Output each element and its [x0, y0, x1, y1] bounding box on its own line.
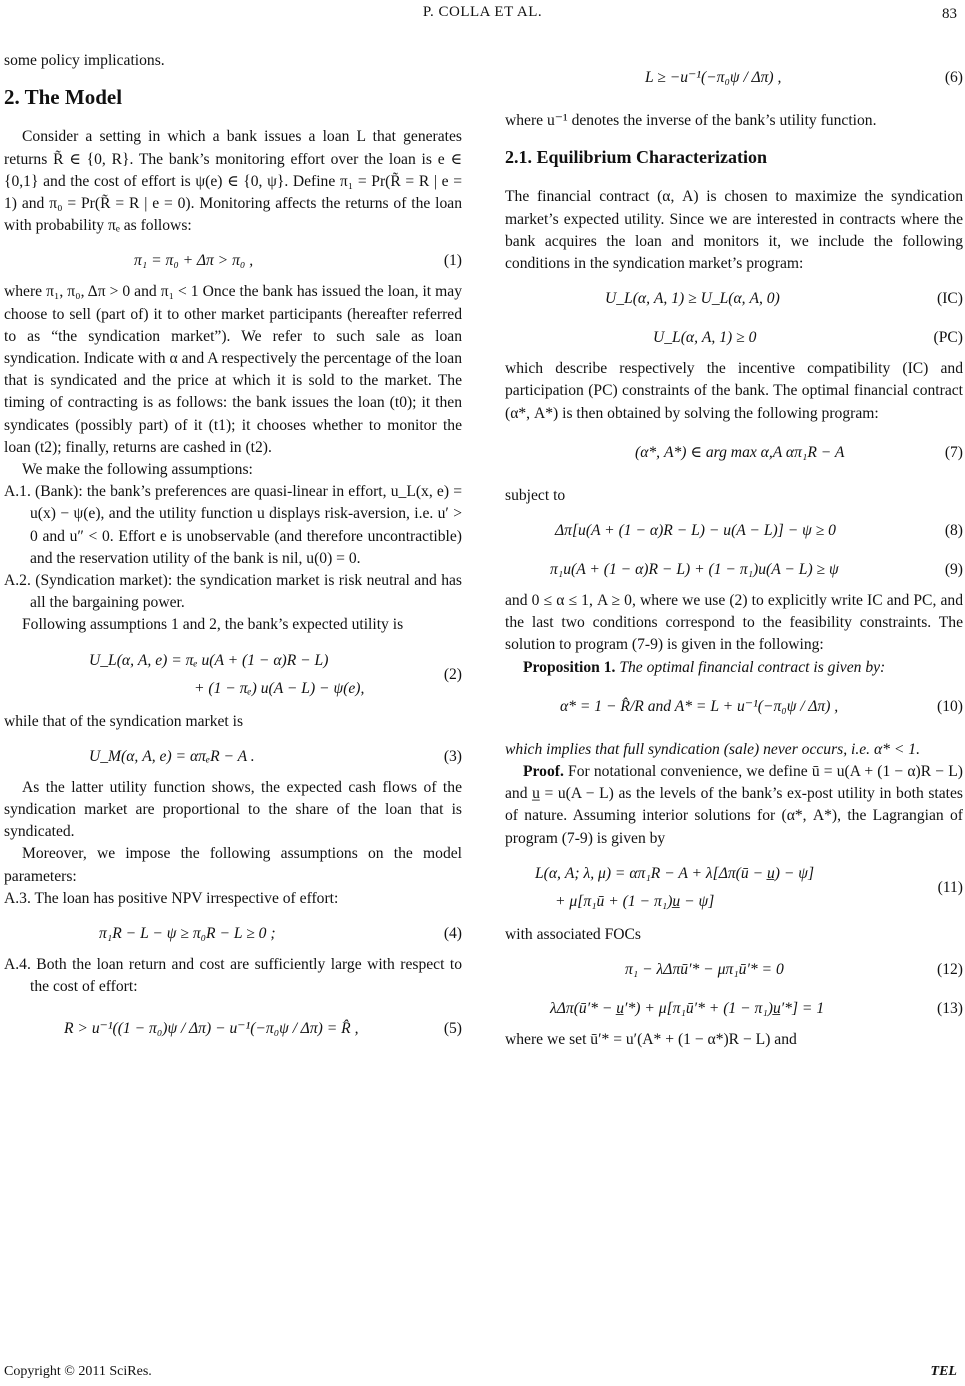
equation-9-number: (9)	[944, 561, 963, 579]
page-number: 83	[942, 6, 957, 22]
pc-constraint	[505, 319, 963, 353]
journal-abbrev: TEL	[930, 1364, 957, 1379]
subsection-title: 2.1. Equilibrium Characterization	[505, 147, 767, 168]
proposition-label: Proposition 1.	[523, 658, 616, 676]
foc-intro: with associated FOCs	[505, 925, 642, 943]
equation-13-number: (13)	[937, 1000, 963, 1018]
equation-10	[505, 684, 963, 734]
proposition-text: The optimal financial contract is given by:	[619, 658, 886, 676]
proof-label: Proof.	[523, 763, 564, 781]
running-head: P. COLLA ET AL.	[422, 4, 543, 20]
expected-utility-intro: Following assumptions 1 and 2, the bank’s expected utility is	[22, 616, 404, 634]
proof-text: For notational convenience, we define ū = u(A + (1 − α)R − L) and u̲ = u(A − L) as the levels of the bank’s ex-post utility in both states of nature. Assuming interior solutions for (α*, A*), the Lagrangian of program (7-9) is given by	[505, 763, 963, 847]
equation-1-math: π₁ = π₀ + Δπ > π₀ ,	[134, 252, 254, 270]
equation-8-number: (8)	[944, 522, 963, 540]
pc-constraint-math: U_L(α, A, 1) ≥ 0	[653, 329, 757, 347]
equation-2-number: (2)	[443, 665, 462, 683]
equation-4	[4, 915, 462, 949]
equation-1	[4, 242, 462, 276]
equation-3-math: U_M(α, A, e) = απₑR − A .	[89, 747, 255, 765]
contract-paragraph: The financial contract (α, A) is chosen to maximize the syndication market’s expected utility. Since we are interested in contracts where the bank acquires the loan and monitors it, we include the following conditions in the syndication market’s program:	[505, 188, 963, 273]
assumptions-intro: We make the following assumptions:	[22, 461, 253, 479]
subject-to-label: subject to	[505, 486, 566, 504]
equation-7-math: (α*, A*) ∈ arg max α,A απ₁R − A	[635, 443, 845, 461]
equation-8-math: Δπ[u(A + (1 − α)R − L) − u(A − L)] − ψ ≥ 0	[555, 522, 836, 540]
equation-4-number: (4)	[443, 925, 462, 943]
equation-11-number: (11)	[937, 878, 963, 896]
equation-11	[505, 855, 963, 919]
equation-11-line-2: + μ[π₁ū + (1 − π₁)u̲ − ψ]	[555, 892, 715, 910]
equation-12	[505, 951, 963, 985]
constraints-paragraph: which describe respectively the incentive compatibility (IC) and participation (PC) constraints of the bank. The optimal financial contract (α*, A*) is then obtained by solving the following program:	[505, 360, 963, 422]
equation-3-number: (3)	[443, 747, 462, 765]
equation-6	[505, 55, 963, 105]
equation-5-math: R > u⁻¹((1 − π₀)ψ / Δπ) − u⁻¹(−π₀ψ / Δπ) = R̂ ,	[64, 1019, 359, 1037]
assumption-a4: A.4. Both the loan return and cost are sufficiently large with respect to the cost of effort:	[4, 956, 462, 996]
pc-constraint-tag: (PC)	[933, 329, 963, 347]
cash-flow-paragraph: As the latter utility function shows, the expected cash flows of the syndication market are proportional to the share of the loan that is syndicated.	[4, 778, 462, 841]
equation-5-number: (5)	[443, 1019, 462, 1037]
equation-2	[4, 642, 462, 706]
equation-5	[4, 1004, 462, 1054]
equation-2-line-1: U_L(α, A, e) = πₑ u(A + (1 − α)R − L)	[89, 651, 329, 669]
equation-8	[505, 512, 963, 546]
equation-11-line-1: L(α, A; λ, μ) = απ₁R − A + λ[Δπ(ū − u̲) − ψ]	[535, 864, 815, 882]
equation-12-number: (12)	[937, 961, 963, 979]
equation-3	[4, 738, 462, 772]
equation-10-math: α* = 1 − R̂/R and A* = L + u⁻¹(−π₀ψ / Δπ) ,	[560, 697, 839, 715]
equation-13	[505, 990, 963, 1024]
left-column	[4, 50, 462, 1059]
ic-constraint-tag: (IC)	[937, 290, 963, 308]
inverse-utility-paragraph: where u⁻¹ denotes the inverse of the bank’s utility function.	[505, 112, 877, 129]
equation-7	[505, 430, 963, 480]
equation-13-math: λΔπ(ū′* − u̲′*) + μ[π₁ū′* + (1 − π₁)u̲′*] = 1	[550, 1000, 825, 1018]
copyright: Copyright © 2011 SciRes.	[4, 1364, 152, 1379]
where-we-set: where we set ū′* = u′(A* + (1 − α*)R − L) and	[505, 1031, 797, 1049]
model-paragraph-2: where π₁, π₀, Δπ > 0 and π₁ < 1 Once the bank has issued the loan, it may choose to sell (part of) it to other market participants (hereafter referred to as “the syndication market”). We refer to such sale as loan syndication. Indicate with α and A respectively the percentage of the loan that is syndicated and the price at which it is sold to the market. The timing of contracting is as follows: the bank issues the loan (t0); it then syndicates (possibly part) of it (t1); it chooses whether to monitor the loan (t2); finally, returns are cashed in (t2).	[4, 283, 462, 456]
equation-6-number: (6)	[944, 69, 963, 86]
no-full-syndication: which implies that full syndication (sale) never occurs, i.e. α* < 1.	[505, 740, 920, 758]
equation-9-math: π₁u(A + (1 − α)R − L) + (1 − π₁)u(A − L) ≥ ψ	[550, 561, 839, 579]
equation-6-math: L ≥ −u⁻¹(−π₀ψ / Δπ) ,	[645, 69, 782, 86]
assumption-a2: A.2. (Syndication market): the syndication market is risk neutral and has all the bargaining power.	[4, 572, 462, 612]
parameter-assumptions-intro: Moreover, we impose the following assumptions on the model parameters:	[4, 845, 462, 885]
syndication-utility-intro: while that of the syndication market is	[4, 712, 244, 730]
equation-2-line-2: + (1 − πₑ) u(A − L) − ψ(e),	[194, 679, 365, 697]
ic-constraint	[505, 280, 963, 314]
ic-constraint-math: U_L(α, A, 1) ≥ U_L(α, A, 0)	[605, 290, 780, 308]
equation-10-number: (10)	[937, 697, 963, 715]
equation-9	[505, 551, 963, 585]
equation-4-math: π₁R − L − ψ ≥ π₀R − L ≥ 0 ;	[99, 925, 276, 943]
assumption-a3: A.3. The loan has positive NPV irrespective of effort:	[4, 889, 339, 907]
right-column	[505, 50, 963, 1051]
feasibility-paragraph: and 0 ≤ α ≤ 1, A ≥ 0, where we use (2) to explicitly write IC and PC, and the last two conditions correspond to the feasibility constraints. The solution to program (7-9) is given in the following:	[505, 592, 963, 654]
model-paragraph-1: Consider a setting in which a bank issues a loan L that generates returns R̃ ∈ {0, R}. The bank’s monitoring effort over the loan is e ∈ {0,1} and the cost of effort is ψ(e) ∈ {0, ψ}. Define π₁ = Pr(R̃ = R | e = 1) and π₀ = Pr(R̃ = R | e = 0). Monitoring affects the returns of the loan with probability πₑ as follows:	[4, 128, 462, 235]
equation-7-number: (7)	[944, 443, 963, 461]
section-title: 2. The Model	[4, 85, 123, 110]
equation-12-math: π₁ − λΔπū′* − μπ₁ū′* = 0	[625, 961, 784, 979]
intro-tail: some policy implications.	[4, 52, 165, 69]
equation-1-number: (1)	[443, 252, 462, 270]
assumption-a1: A.1. (Bank): the bank’s preferences are quasi-linear in effort, u_L(x, e) = u(x) − ψ(e), and the utility function u displays risk-aversion, i.e. u′ > 0 and u″ < 0. Effort e is unobservable (and therefore uncontractible) and the reservation utility of the bank is nil, u(0) = 0.	[4, 483, 462, 567]
